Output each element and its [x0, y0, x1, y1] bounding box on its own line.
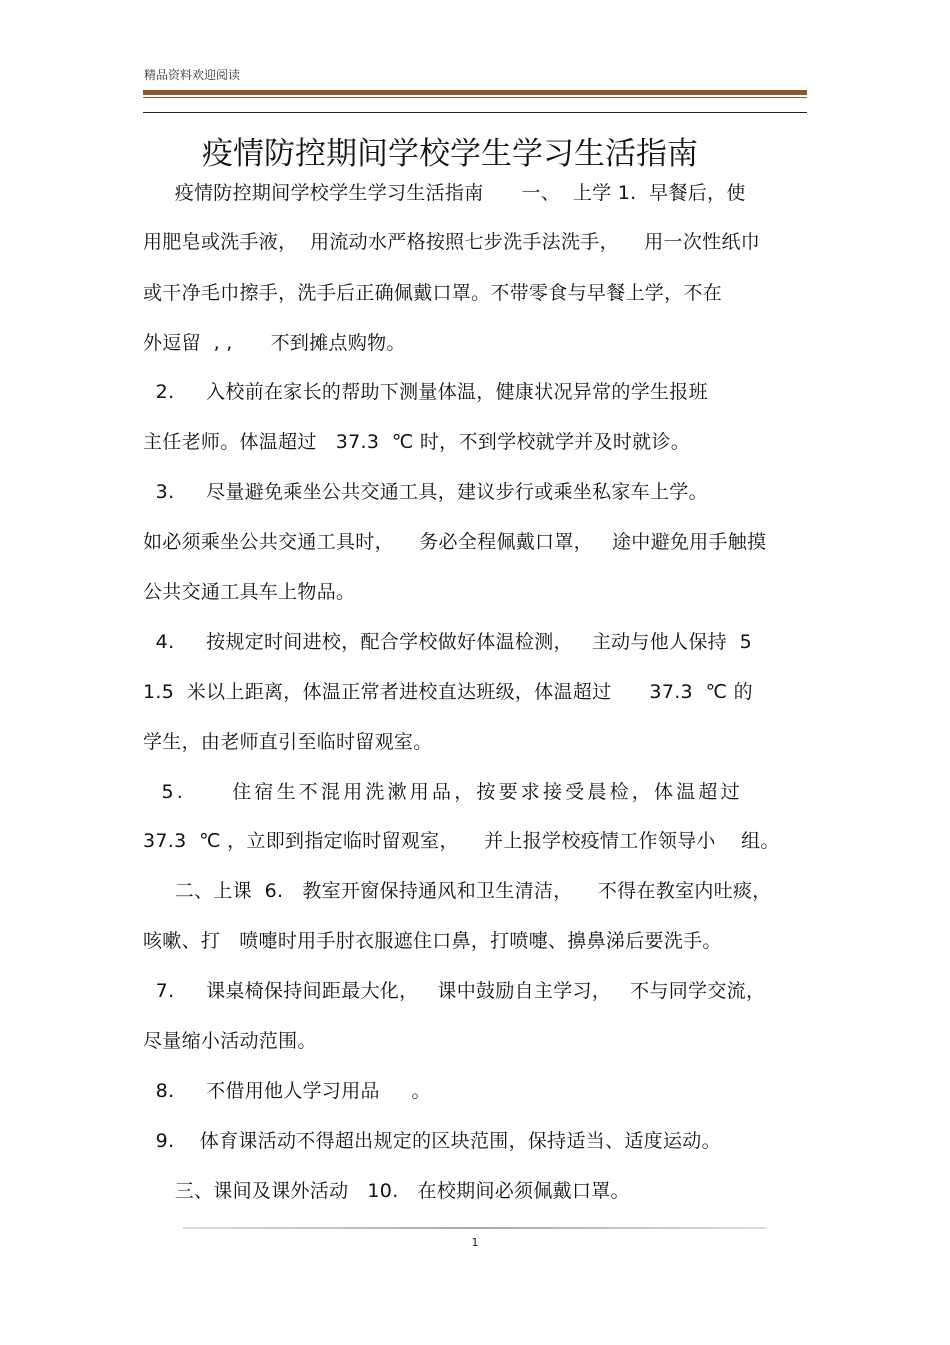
- header-rule-thin: [143, 97, 807, 98]
- body-line: 8. 不借用他人学习用品 。: [143, 1080, 431, 1102]
- document-title: 疫情防控期间学校学生学习生活指南: [202, 136, 698, 172]
- body-line: 三、课间及课外活动 10. 在校期间必须佩戴口罩。: [143, 1180, 630, 1202]
- body-line: 二、上课 6. 教室开窗保持通风和卫生清洁， 不得在教室内吐痰，: [143, 880, 772, 902]
- body-line: 或干净毛巾擦手，洗手后正确佩戴口罩。不带零食与早餐上学，不在: [143, 282, 723, 304]
- body-line: 2. 入校前在家长的帮助下测量体温，健康状况异常的学生报班: [143, 381, 708, 403]
- header-rule-thick: [143, 90, 807, 95]
- body-line: 尽量缩小活动范围。: [143, 1030, 317, 1052]
- footer-rule: [183, 1227, 766, 1229]
- page-number: 1: [471, 1236, 479, 1249]
- body-line: 如必须乘坐公共交通工具时， 务必全程佩戴口罩， 途中避免用手触摸: [143, 531, 767, 553]
- body-line: 外逗留 , , 不到摊点购物。: [143, 332, 406, 354]
- body-line: 疫情防控期间学校学生学习生活指南 一、 上学 1. 早餐后，使: [143, 182, 746, 204]
- body-line: 用肥皂或洗手液， 用流动水严格按照七步洗手法洗手， 用一次性纸巾: [143, 231, 761, 253]
- body-line: 学生，由老师直引至临时留观室。: [143, 731, 433, 753]
- body-line: 主任老师。体温超过 37.3 ℃ 时，不到学校就学并及时就诊。: [143, 431, 691, 453]
- header-text: 精品资料欢迎阅读: [144, 68, 241, 82]
- header-rule-lower: [143, 112, 807, 113]
- body-line: 9. 体育课活动不得超出规定的区块范围，保持适当、适度运动。: [143, 1130, 721, 1152]
- body-line: 37.3 ℃ ，立即到指定临时留观室， 并上报学校疫情工作领导小 组。: [143, 830, 780, 852]
- body-line: 3. 尽量避免乘坐公共交通工具，建议步行或乘坐私家车上学。: [143, 481, 708, 503]
- body-line: 公共交通工具车上物品。: [143, 581, 356, 603]
- body-line: 1.5 米以上距离，体温正常者进校直达班级，体温超过 37.3 ℃ 的: [143, 681, 753, 703]
- body-line: 4. 按规定时间进校，配合学校做好体温检测， 主动与他人保持 5: [143, 631, 752, 653]
- body-line: 5. 住宿生不混用洗漱用品，按要求接受晨检，体温超过: [143, 781, 743, 803]
- body-line: 7. 课桌椅保持间距最大化， 课中鼓励自主学习， 不与同学交流，: [143, 980, 766, 1002]
- body-line: 咳嗽、打 喷嚏时用手肘衣服遮住口鼻，打喷嚏、擤鼻涕后要洗手。: [143, 930, 722, 952]
